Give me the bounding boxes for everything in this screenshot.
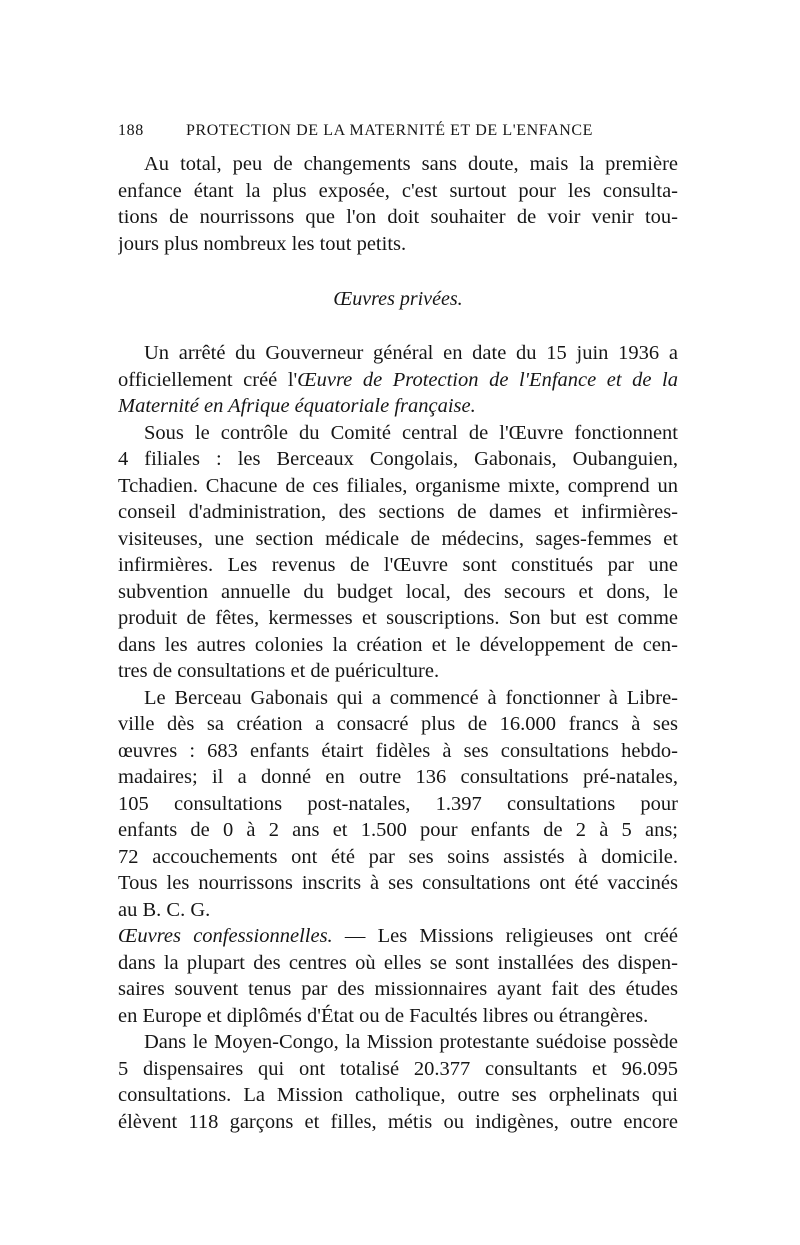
- text-line: 5 dispensaires qui ont totalisé 20.377 consultants et 96.095: [118, 1057, 678, 1080]
- text-line: Sous le contrôle du Comité central de l'Œuvre fonctionnent: [144, 421, 678, 444]
- text-line: œuvres : 683 enfants étairt fidèles à ses consultations hebdo-: [118, 739, 678, 762]
- text-line: [118, 367, 678, 394]
- italic-heading: Œuvres confessionnelles.: [118, 925, 333, 947]
- text-line: infirmières. Les revenus de l'Œuvre sont constitués par une: [118, 554, 678, 576]
- text-line: tions de nourrissons que l'on doit souhaiter de voir venir tou-: [118, 206, 678, 228]
- page-number: 188: [118, 122, 144, 139]
- text-line: saires souvent tenus par des missionnaires ayant fait des études: [118, 978, 678, 1000]
- text-fragment: officiellement créé l': [118, 368, 298, 391]
- paragraph-moyen-congo: [118, 1029, 678, 1135]
- text-line: tres de consultations et de puériculture.: [118, 660, 440, 682]
- text-line: [118, 393, 678, 420]
- text-line: au B. C. G.: [118, 898, 211, 921]
- intro-paragraph: [118, 151, 678, 257]
- text-line: subvention annuelle du budget local, des secours et dons, le: [118, 580, 678, 603]
- text-line: produit de fêtes, kermesses et souscriptions. Son but est comme: [118, 607, 678, 629]
- text-line: Tous les nourrissons inscrits à ses consultations ont été vaccinés: [118, 872, 678, 894]
- paragraph-berceau-gabonais: [118, 685, 678, 924]
- text-line: 105 consultations post-natales, 1.397 consultations pour: [118, 792, 678, 815]
- text-fragment: — Les Missions religieuses ont créé: [332, 925, 678, 947]
- text-line: enfants de 0 à 2 ans et 1.500 pour enfants de 2 à 5 ans;: [118, 819, 678, 841]
- text-line: conseil d'administration, des sections de dames et infirmières-: [118, 501, 678, 523]
- text-line: Un arrêté du Gouverneur général en date du 15 juin 1936 a: [144, 342, 678, 364]
- paragraph-decree: [118, 340, 678, 420]
- text-line: Au total, peu de changements sans doute, mais la première: [144, 153, 678, 175]
- text-line: dans la plupart des centres où elles se sont installées des dispen-: [118, 951, 678, 974]
- text-line: élèvent 118 garçons et filles, métis ou indigènes, outre encore: [118, 1110, 678, 1133]
- text-line: Dans le Moyen-Congo, la Mission protestante suédoise possède: [144, 1031, 678, 1053]
- paragraph-oeuvres-confessionnelles: [118, 923, 678, 1029]
- text-line: 4 filiales : les Berceaux Congolais, Gabonais, Oubanguien,: [118, 448, 678, 470]
- italic-title: Œuvre de Protection de l'Enfance et de la: [297, 368, 678, 391]
- running-title: PROTECTION DE LA MATERNITÉ ET DE L'ENFANCE: [186, 122, 594, 139]
- text-line: jours plus nombreux les tout petits.: [118, 232, 407, 255]
- text-line: enfance étant la plus exposée, c'est surtout pour les consulta-: [118, 179, 678, 202]
- running-header: [118, 122, 678, 140]
- text-line: madaires; il a donné en outre 136 consultations pré-natales,: [118, 766, 678, 788]
- text-line: 72 accouchements ont été par ses soins assistés à domicile.: [118, 845, 678, 868]
- text-line: ville dès sa création a consacré plus de 16.000 francs à ses: [118, 713, 678, 735]
- text-line: en Europe et diplômés d'État ou de Facultés libres ou étrangères.: [118, 1004, 649, 1027]
- text-line: dans les autres colonies la création et le développement de cen-: [118, 633, 678, 656]
- text-line: Le Berceau Gabonais qui a commencé à fonctionner à Libre-: [144, 686, 678, 709]
- text-line: Tchadien. Chacune de ces filiales, organisme mixte, comprend un: [118, 474, 678, 497]
- section-title: Œuvres privées.: [333, 288, 463, 310]
- text-line: consultations. La Mission catholique, outre ses orphelinats qui: [118, 1084, 678, 1106]
- text-line: [118, 923, 678, 950]
- italic-title: Maternité en Afrique équatoriale française.: [118, 395, 476, 417]
- text-line: visiteuses, une section médicale de médecins, sages-femmes et: [118, 527, 678, 550]
- paragraph-filiales: [118, 420, 678, 685]
